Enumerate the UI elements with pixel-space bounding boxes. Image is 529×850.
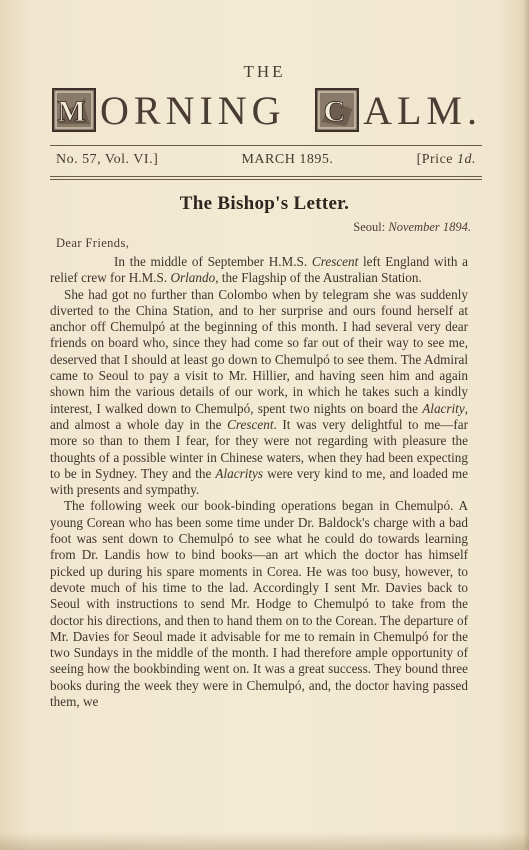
- letter-salutation: Dear Friends,: [56, 236, 130, 250]
- issue-line: [56, 152, 476, 168]
- page-edge-shadow: [523, 0, 529, 850]
- issue-number: No. 57, Vol. VI.]: [56, 152, 159, 167]
- initial-c-glyph: C: [323, 95, 351, 128]
- text-run: , and almost a whole day in the: [50, 400, 468, 432]
- text-run: The following week our book-binding operations began in Chemulpó. A young Corean who has been some time under Dr. Baldock's charge with a bad foot was sent down to Chemulpó to see what he could do towards learning from Dr. Landis how to bind books—an art which the doctor has himself picked up during his spare moments in Corea. He was too busy, however, to devote much of his time to the lad. Accordingly I sent Mr. Davies back to Seoul with instructions to send Mr. Hodge to Chemulpó to take from the doctor his directions, and then to hand them on to the Corean. The departure of Mr. Davies for Seoul made it advisable for me to remain in Chemulpó for the two Sundays in the middle of the month. I had therefore ample opportunity of seeing how the bookbinding went on. It was a great success. They bound three books during the week they were in Chemulpó, and, the doctor having passed them, we: [50, 498, 468, 710]
- dateline-place: Seoul:: [353, 220, 389, 234]
- dateline-date: November 1894.: [388, 220, 471, 234]
- italic-run: Crescent: [227, 416, 274, 432]
- letter-dateline: [353, 220, 471, 235]
- letter-title: The Bishop's Letter.: [179, 193, 350, 214]
- top-rule: [50, 145, 482, 146]
- text-run: , the Flagship of the Australian Station.: [215, 270, 422, 286]
- italic-run: Orlando: [170, 270, 216, 286]
- masthead-the: THE: [243, 62, 286, 81]
- text-run: She had got no further than Colombo when by telegram she was suddenly diverted to the China Station, and to her surprise and ours found herself at anchor off Chemulpó at the beginning of this month. I had several very dear friends on board who, since they had come so far out of their way to see me, deserved that I should at least go down to Chemulpó to see them. The Admiral came to Seoul to pay a visit to Mr. Hillier, and having seen him and again shown him the various details of our work, in which he takes such a kindly interest, I walked down to Chemulpó, spent two nights on board the: [50, 286, 468, 416]
- letter-paragraph: [50, 287, 468, 499]
- masthead-title: [52, 86, 482, 134]
- masthead-word-one: ORNING: [100, 87, 286, 133]
- masthead-word-two: ALM.: [363, 87, 482, 133]
- text-run: left England with a relief crew for H.M.S.: [50, 254, 468, 286]
- bottom-rule-1: [50, 176, 482, 177]
- italic-run: Alacritys: [215, 465, 264, 481]
- initial-m-glyph: M: [57, 95, 91, 128]
- bottom-rule-2: [50, 179, 482, 180]
- page-bottom-shadow: [0, 832, 529, 850]
- letter-paragraph: [50, 498, 468, 710]
- text-run: . It was very delightful to me—far more so than to them I fear, for they were not regarding with pleasure the thoughts of a possible winter in Chinese waters, when they had been expecting to be in Sydney. They and the: [50, 416, 469, 481]
- issue-price: [Price 1d.: [416, 152, 476, 167]
- text-run: were very kind to me, and loaded me with presents and sympathy.: [50, 465, 468, 498]
- letter-body: [50, 252, 468, 710]
- italic-run: Alacrity: [422, 400, 465, 416]
- decorated-initial-m: [52, 88, 96, 132]
- italic-run: Crescent: [311, 254, 359, 269]
- text-run: In the middle of September H.M.S.: [114, 254, 312, 269]
- decorated-initial-c: [315, 88, 359, 132]
- letter-paragraph: [50, 254, 468, 287]
- issue-date: MARCH 1895.: [241, 152, 334, 167]
